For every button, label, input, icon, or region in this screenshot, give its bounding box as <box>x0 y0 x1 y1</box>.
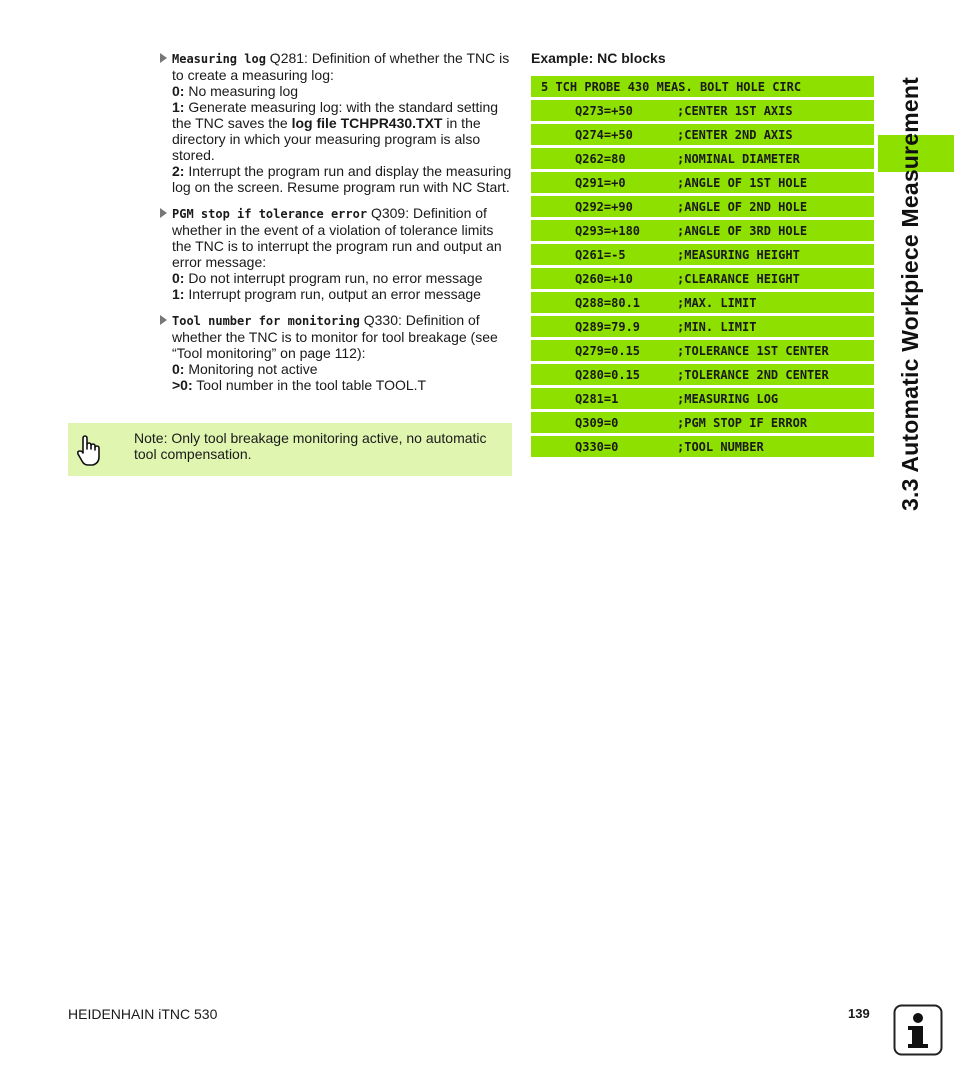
bullet-arrow-icon <box>160 315 167 325</box>
nc-block-row: Q288=80.1 ;MAX. LIMIT <box>531 292 874 313</box>
note-text: Note: Only tool breakage monitoring active, no automatic tool compensation. <box>134 430 487 462</box>
nc-block-row: Q262=80 ;NOMINAL DIAMETER <box>531 148 874 169</box>
nc-block-row: Q293=+180 ;ANGLE OF 3RD HOLE <box>531 220 874 241</box>
chapter-title-text: 3.3 Automatic Workpiece Measurement <box>897 77 923 511</box>
param-option: 0: Monitoring not active <box>172 361 318 377</box>
param-keyword: PGM stop if tolerance error <box>172 207 368 221</box>
nc-block-row: Q279=0.15 ;TOLERANCE 1ST CENTER <box>531 340 874 361</box>
param-description: Tool number for monitoring Q330: Definition of whether the TNC is to monitor for tool breakage (see “Tool monitoring” on page 112): <box>172 312 498 361</box>
param-keyword: Measuring log <box>172 52 266 66</box>
parameter-list <box>158 50 514 403</box>
param-option: >0: Tool number in the tool table TOOL.T <box>172 377 427 393</box>
nc-block-row: Q289=79.9 ;MIN. LIMIT <box>531 316 874 337</box>
footer-product: HEIDENHAIN iTNC 530 <box>68 1006 218 1022</box>
nc-block-header: 5 TCH PROBE 430 MEAS. BOLT HOLE CIRC <box>531 76 874 97</box>
nc-block-row: Q273=+50 ;CENTER 1ST AXIS <box>531 100 874 121</box>
param-pgm-stop <box>158 205 514 302</box>
param-option: 2: Interrupt the program run and display the measuring log on the screen. Resume program run with NC Start. <box>172 163 512 195</box>
nc-block-row: Q274=+50 ;CENTER 2ND AXIS <box>531 124 874 145</box>
bullet-arrow-icon <box>160 208 167 218</box>
param-option: 1: Generate measuring log: with the standard setting the TNC saves the log file TCHPR430.TXT in the directory in which your measuring program is also stored. <box>172 99 499 163</box>
param-option: 1: Interrupt program run, output an error message <box>172 286 481 302</box>
nc-block-row: Q281=1 ;MEASURING LOG <box>531 388 874 409</box>
param-option: 0: Do not interrupt program run, no error message <box>172 270 483 286</box>
param-tool-number <box>158 312 514 393</box>
note-box <box>68 423 512 476</box>
info-icon <box>893 1004 943 1056</box>
example-title: Example: NC blocks <box>531 50 666 66</box>
nc-block-row: Q261=-5 ;MEASURING HEIGHT <box>531 244 874 265</box>
param-keyword: Tool number for monitoring <box>172 314 360 328</box>
nc-block-list <box>531 76 874 460</box>
nc-block-row: Q291=+0 ;ANGLE OF 1ST HOLE <box>531 172 874 193</box>
bullet-arrow-icon <box>160 53 167 63</box>
nc-block-row: Q330=0 ;TOOL NUMBER <box>531 436 874 457</box>
param-option: 0: No measuring log <box>172 83 299 99</box>
param-measuring-log <box>158 50 514 195</box>
nc-block-row: Q309=0 ;PGM STOP IF ERROR <box>531 412 874 433</box>
param-description: Measuring log Q281: Definition of whether the TNC is to create a measuring log: <box>172 50 510 83</box>
pointing-hand-icon <box>76 433 102 467</box>
nc-block-row: Q280=0.15 ;TOLERANCE 2ND CENTER <box>531 364 874 385</box>
nc-block-row: Q292=+90 ;ANGLE OF 2ND HOLE <box>531 196 874 217</box>
page-number: 139 <box>848 1006 870 1021</box>
param-description: PGM stop if tolerance error Q309: Definition of whether in the event of a violation of tolerance limits the TNC is to interrupt the program run and output an error message: <box>172 205 502 270</box>
nc-block-row: Q260=+10 ;CLEARANCE HEIGHT <box>531 268 874 289</box>
